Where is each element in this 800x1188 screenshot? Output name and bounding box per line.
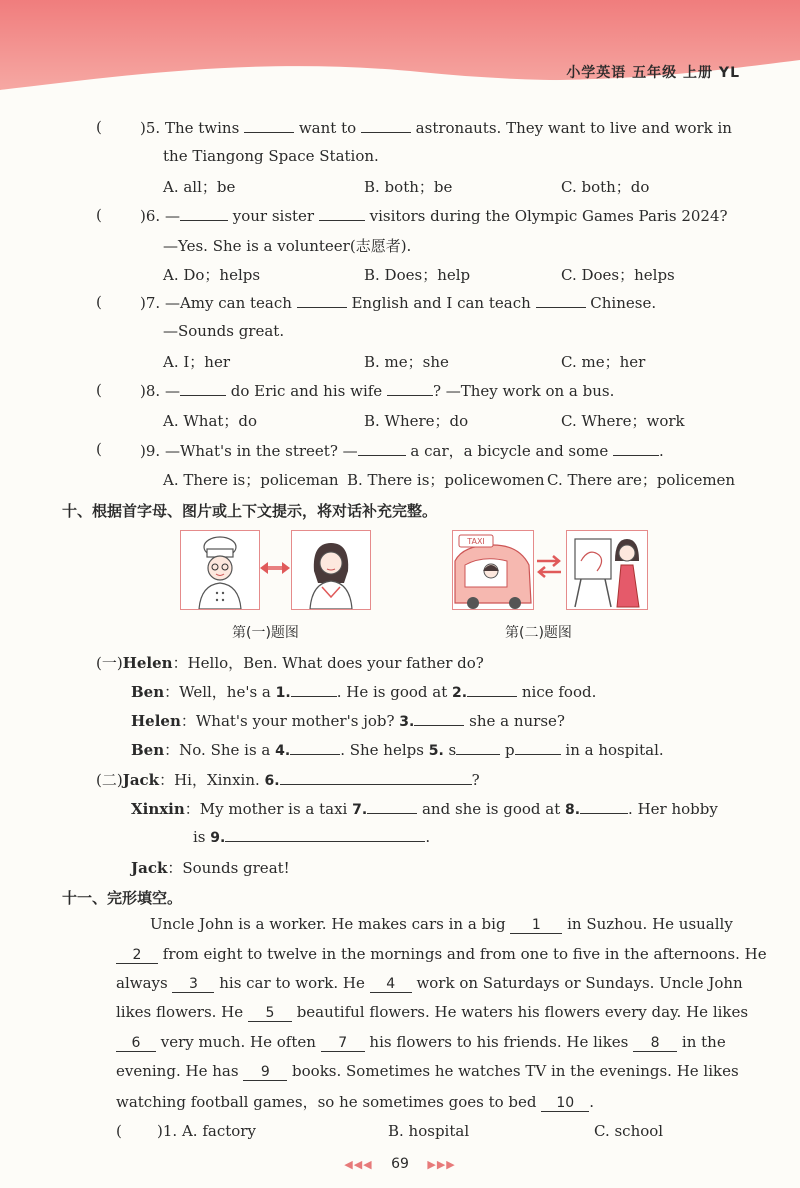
answer-paren[interactable]: ( [96, 440, 102, 458]
arrows-icon [258, 558, 292, 578]
option-c: C. school [594, 1122, 664, 1140]
dialogue-1-line-4: Ben：No. She is a 4. . She helps 5. s p in a hospital. [131, 741, 664, 759]
option-c: C. Where；work [561, 412, 685, 430]
passage-line-4: likes flowers. He 5 beautiful flowers. He waters his flowers every day. He likes [116, 1003, 749, 1021]
option-c: C. both；do [561, 178, 650, 196]
nurse-illustration [292, 531, 370, 609]
answer-paren[interactable]: ( [96, 381, 102, 399]
painter-picture [566, 530, 648, 610]
option-b: B. There is；policewomen [347, 471, 545, 489]
option-c: C. There are；policemen [547, 471, 736, 489]
option-a: A. There is；policeman [163, 471, 339, 489]
question-7-line2: —Sounds great. [163, 322, 285, 340]
passage-line-5: 6 very much. He often 7 his flowers to his friends. He likes 8 in the [116, 1033, 726, 1052]
option-a: A. all；be [163, 178, 236, 196]
passage-line-7: watching football games，so he sometimes goes to bed 10 . [116, 1093, 595, 1111]
cloze-question-1: )1. A. factory [157, 1122, 256, 1140]
answer-paren[interactable]: ( [116, 1122, 122, 1140]
section-10-title: 十、根据首字母、图片或上下文提示，将对话补充完整。 [62, 502, 438, 520]
chef-illustration [181, 531, 259, 609]
section-11-title: 十一、完形填空。 [62, 889, 183, 907]
left-arrows-icon: ◀◀◀ [344, 1158, 373, 1171]
right-arrows-icon: ▶▶▶ [427, 1158, 456, 1171]
dialogue-2-line-1: (二)Jack：Hi，Xinxin. 6. ? [96, 771, 480, 789]
question-5-line2: the Tiangong Space Station. [163, 147, 379, 165]
question-8: )8. — do Eric and his wife ? —They work on a bus. [140, 382, 615, 400]
option-b: B. me；she [364, 353, 449, 371]
option-b: B. Does；help [364, 266, 471, 284]
passage-line-6: evening. He has 9 books. Sometimes he watches TV in the evenings. He likes [116, 1062, 739, 1080]
passage-line-3: always 3 his car to work. He 4 work on Saturdays or Sundays. Uncle John [116, 974, 743, 992]
option-c: C. me；her [561, 353, 646, 371]
book-header: 小学英语 五年级 上册 YL [566, 65, 740, 81]
answer-paren[interactable]: ( [96, 206, 102, 224]
option-a: A. What；do [163, 412, 258, 430]
option-a: A. I；her [163, 353, 231, 371]
answer-paren[interactable]: ( [96, 118, 102, 136]
question-6-line2: —Yes. She is a volunteer(志愿者). [163, 237, 412, 255]
dialogue-2-line-4: Jack：Sounds great! [131, 859, 290, 877]
page-footer [0, 1156, 800, 1172]
picture-caption-1: 第(一)题图 [232, 625, 299, 641]
question-6: )6. — your sister visitors during the Olympic Games Paris 2024? [140, 207, 728, 225]
taxi-sign: TAXI [467, 537, 485, 546]
dialogue-2-line-3: is 9. . [193, 828, 431, 846]
taxi-picture [452, 530, 534, 610]
dialogue-1-line-2: Ben：Well，he's a 1. . He is good at 2. nice food. [131, 683, 597, 701]
passage-line-1: Uncle John is a worker. He makes cars in a big 1 in Suzhou. He usually [150, 915, 733, 933]
option-c: C. Does；helps [561, 266, 675, 284]
option-a: A. Do；helps [163, 266, 261, 284]
picture-caption-2: 第(二)题图 [505, 625, 572, 641]
dialogue-1-line-3: Helen：What's your mother's job? 3. she a nurse? [131, 712, 565, 730]
option-b: B. both；be [364, 178, 453, 196]
dialogue-2-line-2: Xinxin：My mother is a taxi 7. and she is good at 8. . Her hobby [131, 800, 718, 818]
passage-line-2: 2 from eight to twelve in the mornings and from one to five in the afternoons. He [116, 945, 767, 964]
question-9: )9. —What's in the street? — a car，a bicycle and some . [140, 442, 664, 460]
dialogue-1-line-1: (一)Helen：Hello，Ben. What does your father do? [96, 654, 484, 672]
question-7: )7. —Amy can teach English and I can teach Chinese. [140, 294, 657, 312]
exchange-arrows-icon [533, 552, 565, 580]
painter-illustration [567, 531, 647, 609]
taxi-illustration [453, 531, 533, 609]
option-b: B. Where；do [364, 412, 469, 430]
option-b: B. hospital [388, 1122, 470, 1140]
nurse-picture [291, 530, 371, 610]
chef-picture [180, 530, 260, 610]
page-number: 69 [391, 1156, 409, 1172]
answer-paren[interactable]: ( [96, 293, 102, 311]
question-5: )5. The twins want to astronauts. They want to live and work in [140, 119, 732, 137]
